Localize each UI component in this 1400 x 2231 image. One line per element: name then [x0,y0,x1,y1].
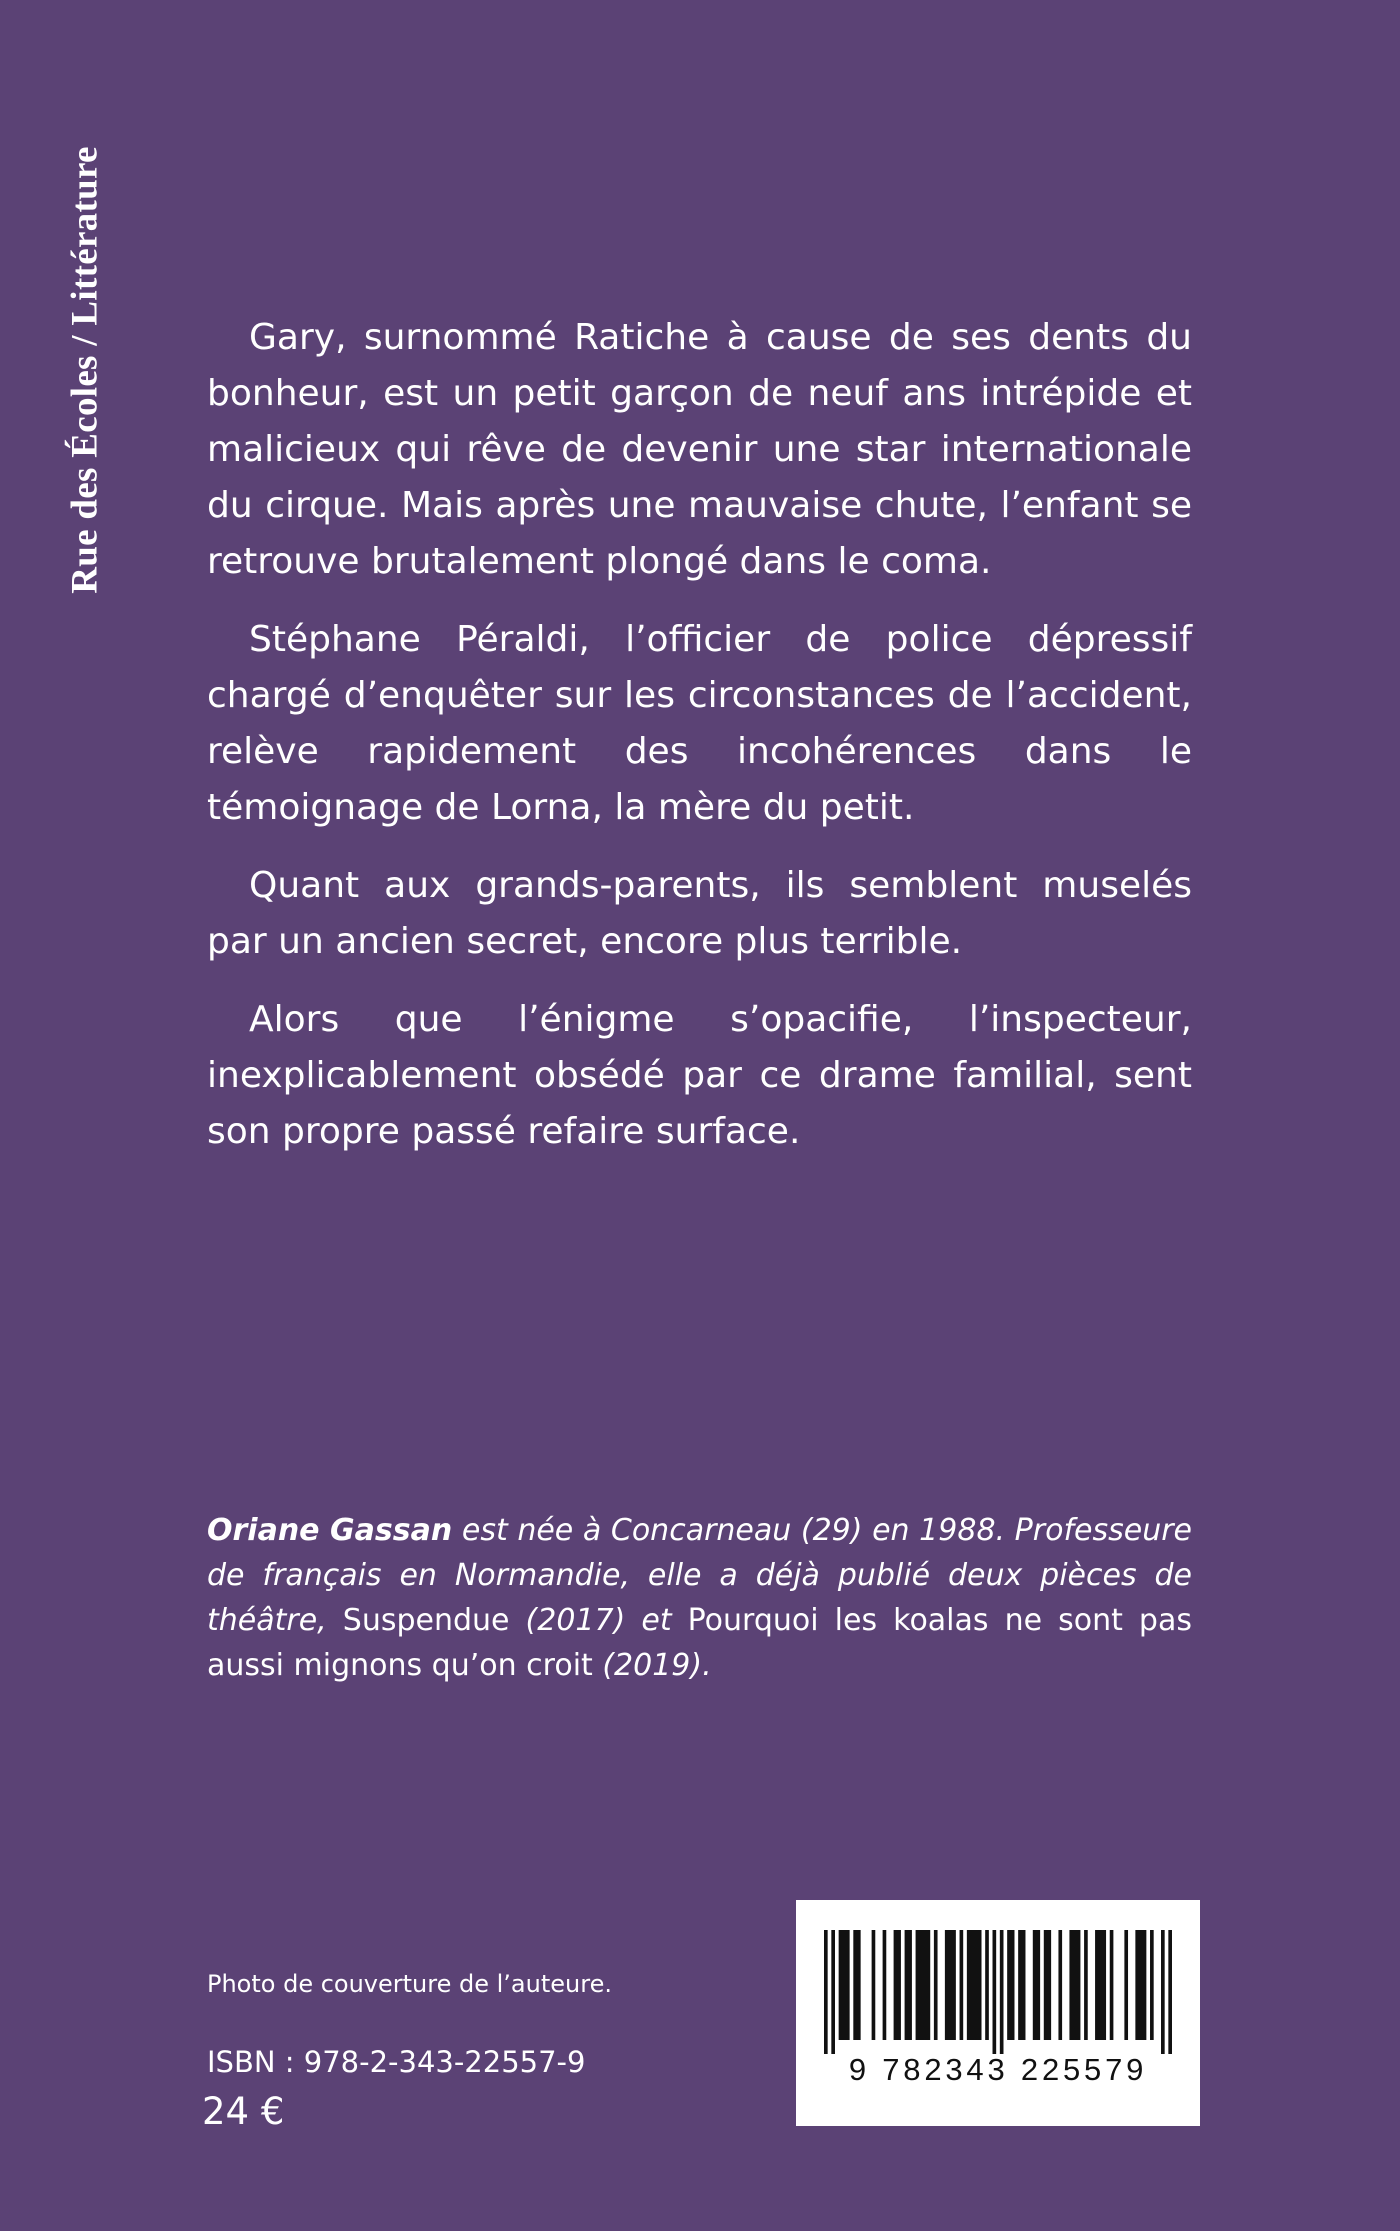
barcode-bar [934,1930,938,2040]
barcode-bar [1007,1930,1014,2040]
barcode-bar [905,1930,912,2040]
barcode-bar [1033,1930,1040,2040]
barcode-box [796,1900,1200,2126]
barcode-bar [1018,1930,1025,2040]
barcode-bar [894,1930,901,2040]
blurb-paragraph: Quant aux grands-parents, ils semblent muselés par un ancien secret, encore plus terrible. [207,865,1192,962]
blurb-paragraph: Alors que l’énigme s’opacifie, l’inspecteur, inexplicablement obsédé par ce drame familial, sent son propre passé refaire surface. [207,999,1192,1152]
barcode-bar [1161,1930,1165,2054]
barcode-bar [872,1930,876,2040]
barcode-bar [985,1930,989,2040]
collection-spine [55,100,115,640]
barcode-bar [839,1930,850,2040]
barcode-digits: 9 782343 225579 [848,2052,1148,2087]
barcode-bar [831,1930,835,2054]
blurb-paragraph: Stéphane Péraldi, l’officier de police dépressif chargé d’enquêter sur les circonstances de l’accident, relève rapidement des incohérences dans le témoignage de Lorna, la mère du petit. [207,619,1192,828]
collection-label: Rue des Écoles / Littérature [64,146,106,594]
back-cover-blurb [207,310,1192,1182]
barcode-bar [824,1930,828,2054]
isbn-label: ISBN : 978-2-343-22557-9 [207,2045,586,2079]
barcode-bar [1110,1930,1114,2040]
barcode-bars [824,1930,1172,2054]
barcode-bar [853,1930,860,2040]
photo-credit: Photo de couverture de l’auteure. [207,1970,612,1998]
bio-text: (2017) et [509,1603,688,1638]
barcode-bar [1069,1930,1080,2040]
barcode-bar [1168,1930,1172,2054]
barcode-bar [945,1930,956,2040]
barcode-bar [1058,1930,1062,2040]
barcode-bar [1095,1930,1106,2040]
barcode-bar [883,1930,887,2040]
price-label: 24 € [202,2090,285,2133]
barcode-bar [960,1930,964,2040]
author-bio [207,1508,1192,1688]
barcode-bar [1044,1930,1051,2040]
blurb-paragraph: Gary, surnommé Ratiche à cause de ses dents du bonheur, est un petit garçon de neuf ans intrépide et malicieux qui rêve de devenir une star internationale du cirque. Mais après une mauvaise chute, l’enfant se retrouve brutalement plongé dans le coma. [207,317,1192,582]
bio-work-title: Suspendue [342,1603,510,1638]
barcode-bar [1135,1930,1146,2040]
barcode-bar [1150,1930,1154,2040]
bio-work-title: Pourquoi les koalas ne sont pas aussi mignons qu’on croit [207,1603,1192,1683]
author-name: Oriane Gassan [207,1513,453,1548]
barcode-bar [1124,1930,1128,2040]
barcode-bar [1084,1930,1088,2040]
barcode-bar [967,1930,982,2040]
barcode-bar [993,1930,997,2054]
barcode-bar [1000,1930,1004,2054]
barcode-bar [916,1930,931,2040]
bio-text: (2019). [592,1648,712,1683]
bio-text: est née à Concarneau (29) en 1988. Professeure de français en Normandie, elle a déjà publié deux pièces de théâtre, [207,1513,1193,1638]
